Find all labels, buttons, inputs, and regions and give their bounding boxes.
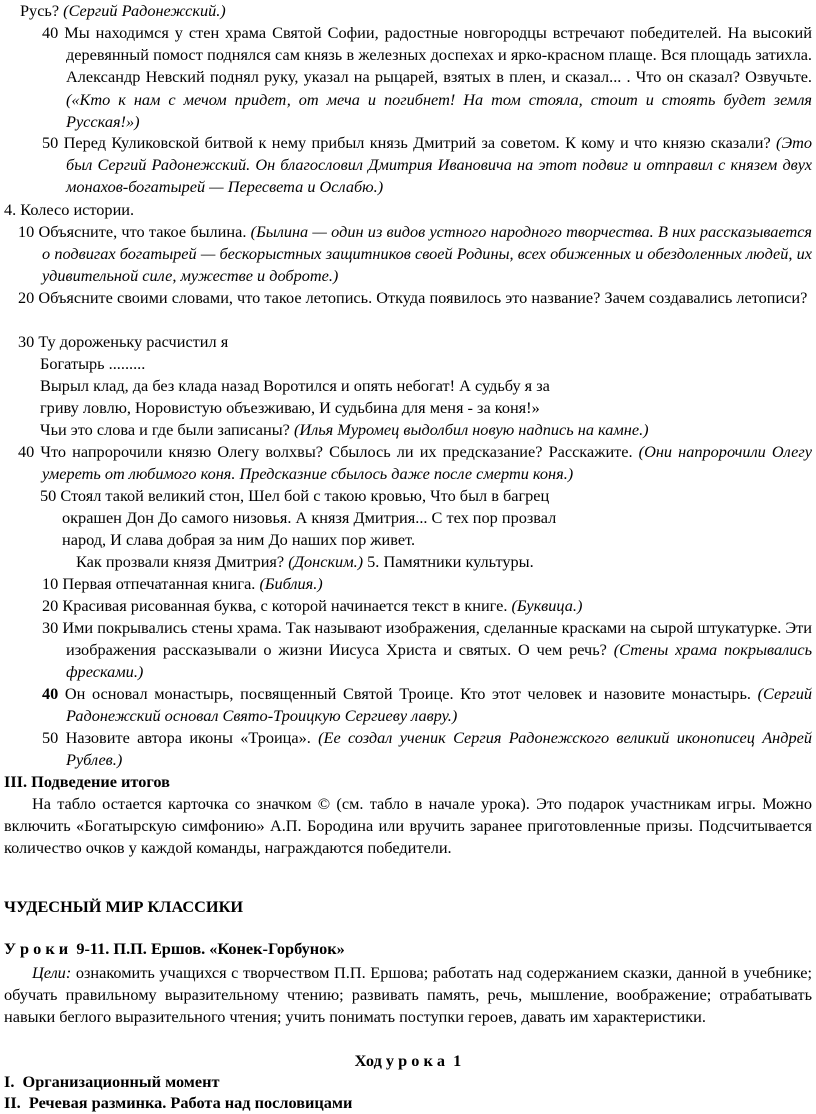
culture-40: 40 Он основал монастырь, посвященный Святой Троице. Кто этот человек и назовите монастырь. (Сергий Радонежский основал Свято-Троицкую Сергиеву лавру.): [42, 684, 812, 726]
section-3-text: На табло остается карточка со значком © (см. табло в начале урока). Это подарок участникам игры. Можно включить «Богатырскую симфонию» А.П. Бородина или вручить заранее приготовленные призы. Подсчитывается количество очков у каждой команды, награждаются победители.: [4, 794, 812, 858]
item-org-moment: I. Организационный момент: [4, 1072, 220, 1091]
culture-50: 50 Назовите автора иконы «Троица». (Ее создал ученик Сергия Радонежского великий иконописец Андрей Рублев.): [42, 728, 812, 770]
heading-classic: ЧУДЕСНЫЙ МИР КЛАССИКИ: [4, 897, 244, 916]
question-50-kulikovo: 50 Перед Куликовской битвой к нему прибыл князь Дмитрий за советом. К кому и что князю сказали? (Это был Сергий Радонежский. Он благословил Дмитрия Ивановича на этот подвиг и отправил с князем двух монахов-богатырей — Пересвета и Ослабю.): [42, 133, 813, 197]
question-40-oleg: 40 Что напророчили князю Олегу волхвы? Сбылось ли их предсказание? Расскажите. (Они напророчили Олегу умереть от любимого коня. Предсказние сбылось даже после смерти коня.): [18, 442, 812, 484]
culture-20: 20 Красивая рисованная буква, с которой начинается текст в книге. (Буквица.): [42, 596, 583, 615]
heading-lesson: У р о к и 9-11. П.П. Ершов. «Конек-Горбунок»: [4, 939, 345, 958]
lesson-goals: Цели: ознакомить учащихся с творчеством П.П. Ершова; работать над содержанием сказки, данной в учебнике; обучать правильному выразительному чтению; развивать память, речь, мышление, воображение; отрабатывать навыки беглого выразительного чтения; учить понимать поступки героев, давать им характеристики.: [4, 963, 812, 1027]
section-4-title: 4. Колесо истории.: [4, 200, 135, 219]
poem-line: Вырыл клад, да без клада назад Воротился и опять небогат! А судьбу я за: [40, 376, 550, 395]
poem-line: народ, И слава добрая за ним До наших пор живет.: [62, 530, 416, 549]
poem-line: 30 Ту дороженьку расчистил я: [18, 332, 229, 351]
question-40-nevsky: 40 Мы находимся у стен храма Святой Софии, радостные новгородцы встречают победителей. На высокий деревянный помост поднялся сам князь в железных доспехах и ярко-красном плаще. Вся площадь затихла. Александр Невский поднял руку, указал на рыцарей, взятых в плен, и сказал... . Что он сказал? Озвучьте. («Кто к нам с мечом придет, от меча и погибнет! На том стояла, стоит и стоять будет земля Русская!»): [42, 23, 812, 131]
culture-30: 30 Ими покрывались стены храма. Так называют изображения, сделанные красками на сырой штукатурке. Эти изображения рассказывали о жизни Иисуса Христа и святых. О чем речь? (Стены храма покрывались фресками.): [42, 618, 812, 682]
poem-question: Чьи это слова и где были записаны? (Илья Муромец выдолбил новую надпись на камне.): [40, 420, 649, 439]
paragraph-rus: Русь? (Сергий Радонежский.): [20, 1, 226, 20]
question-10-bylina: 10 Объясните, что такое былина. (Былина — один из видов устного народного творчества. В них рассказывается о подвигах богатырей — бескорыстных защитников своей Родины, всех обиженных и обездоленных людей, их удивительной силе, мужестве и доброте.): [18, 222, 812, 286]
culture-10: 10 Первая отпечатанная книга. (Библия.): [42, 574, 323, 593]
poem-line: окрашен Дон До самого низовья. А князя Дмитрия... С тех пор прозвал: [62, 508, 557, 527]
poem-line: Богатырь .........: [40, 354, 146, 373]
section-3-title: III. Подведение итогов: [4, 772, 170, 791]
poem-line: 50 Стоял такой великий стон, Шел бой с такою кровью, Что был в багрец: [40, 486, 550, 505]
item-speech-warmup: II. Речевая разминка. Работа над пословицами: [4, 1093, 353, 1112]
poem-question: Как прозвали князя Дмитрия? (Донским.) 5. Памятники культуры.: [76, 552, 534, 571]
question-20-letopis: 20 Объясните своими словами, что такое летопись. Откуда появилось это название? Зачем создавались летописи?: [18, 288, 808, 307]
poem-line: гриву ловлю, Норовистую объезживаю, И судьбина для меня - за коня!»: [40, 398, 540, 417]
heading-course: Ход у р о к а 1: [354, 1051, 462, 1070]
